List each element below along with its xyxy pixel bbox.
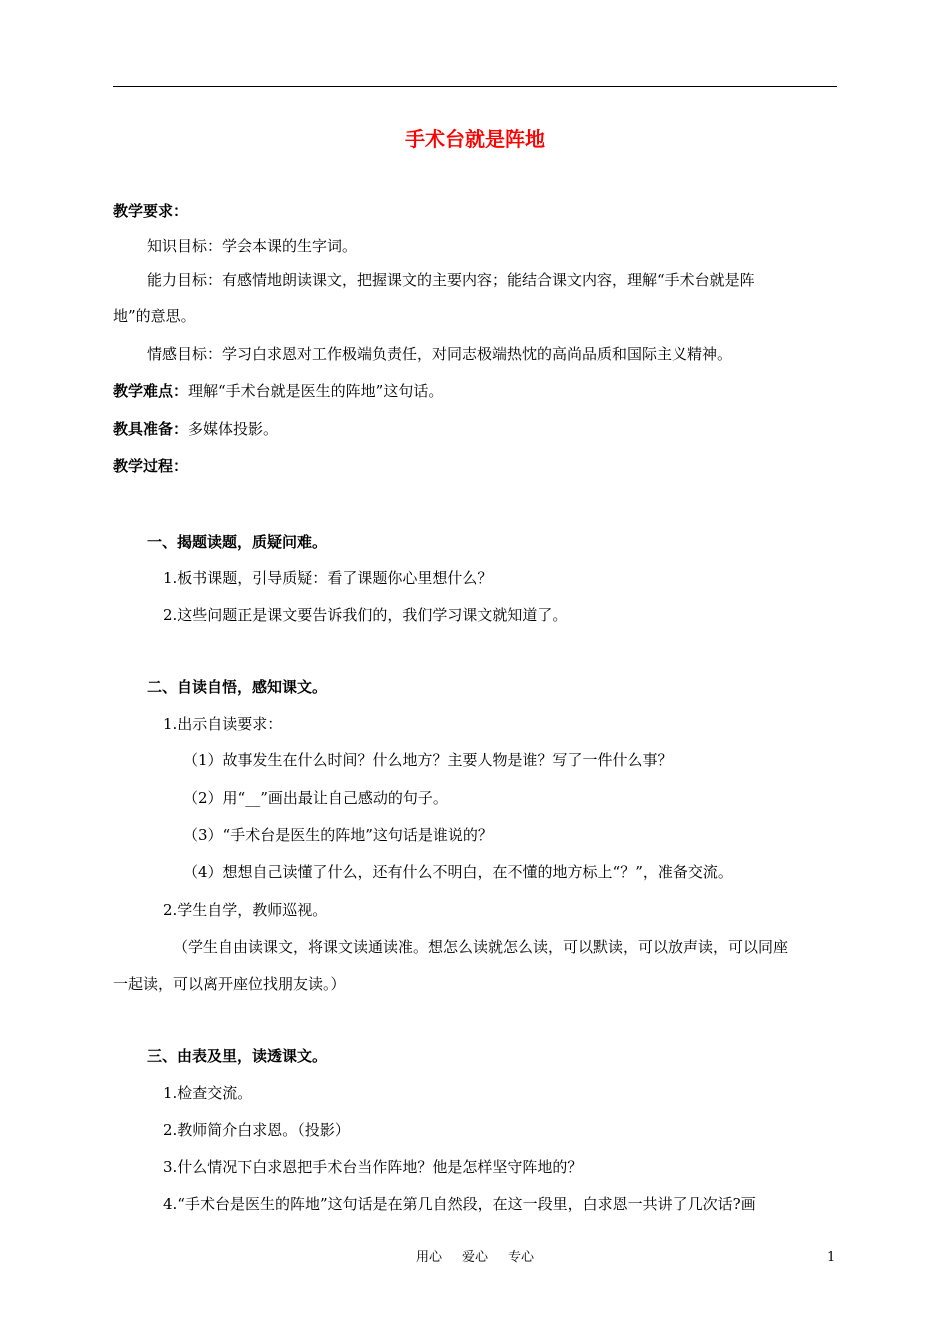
process-heading: 教学过程： [113, 457, 189, 475]
section2-note-line2: 一起读，可以离开座位找朋友读。） [113, 975, 346, 993]
difficulty-row [113, 381, 443, 401]
page-number: 1 [827, 1250, 836, 1265]
section2-sub3: （3）“手术台是医生的阵地”这句话是谁说的？ [183, 826, 493, 844]
section2-sub4: （4）想想自己读懂了什么，还有什么不明白，在不懂的地方标上“？”，准备交流。 [183, 863, 733, 881]
footer-word3: 专心 [508, 1250, 535, 1265]
requirements-heading: 教学要求： [113, 202, 189, 220]
difficulty-label: 教学难点： [113, 382, 189, 400]
materials-label: 教具准备： [113, 420, 189, 438]
section3-item3: 3.什么情况下白求恩把手术台当作阵地？他是怎样坚守阵地的？ [163, 1158, 583, 1176]
materials-row [113, 419, 278, 439]
section3-item1: 1.检查交流。 [163, 1084, 253, 1102]
ability-goal-line2: 地”的意思。 [113, 307, 196, 325]
section3-item2: 2.教师简介白求恩。（投影） [163, 1121, 350, 1139]
section1-item2: 2.这些问题正是课文要告诉我们的，我们学习课文就知道了。 [163, 606, 568, 624]
section1-heading: 一、揭题读题，质疑问难。 [147, 533, 328, 551]
section2-item2: 2.学生自学，教师巡视。 [163, 901, 328, 919]
ability-goal-line1: 能力目标：有感情地朗读课文，把握课文的主要内容；能结合课文内容，理解“手术台就是阵 [147, 271, 755, 289]
section2-sub1: （1）故事发生在什么时间？什么地方？主要人物是谁？写了一件什么事？ [183, 751, 673, 769]
footer-word2: 爱心 [461, 1250, 488, 1265]
section3-heading: 三、由表及里，读透课文。 [147, 1047, 328, 1065]
difficulty-text: 理解“手术台就是医生的阵地”这句话。 [188, 382, 444, 400]
section3-item4: 4.“手术台是医生的阵地”这句话是在第几自然段，在这一段里，白求恩一共讲了几次话?画 [163, 1195, 756, 1213]
section2-sub2: （2）用“__”画出最让自己感动的句子。 [183, 789, 448, 807]
section1-item1: 1.板书课题，引导质疑：看了课题你心里想什么？ [163, 569, 493, 587]
materials-text: 多媒体投影。 [188, 420, 279, 438]
emotion-goal: 情感目标：学习白求恩对工作极端负责任，对同志极端热忱的高尚品质和国际主义精神。 [147, 345, 733, 363]
header-rule [113, 86, 837, 87]
knowledge-goal: 知识目标：学会本课的生字词。 [147, 237, 358, 255]
section2-item1: 1.出示自读要求： [163, 715, 283, 733]
section2-note-line1: （学生自由读课文，将课文读通读准。想怎么读就怎么读，可以默读，可以放声读，可以同座 [173, 938, 789, 956]
document-title: 手术台就是阵地 [405, 127, 545, 151]
section2-heading: 二、自读自悟，感知课文。 [147, 678, 328, 696]
page-footer [0, 1249, 950, 1267]
footer-word1: 用心 [415, 1250, 442, 1265]
